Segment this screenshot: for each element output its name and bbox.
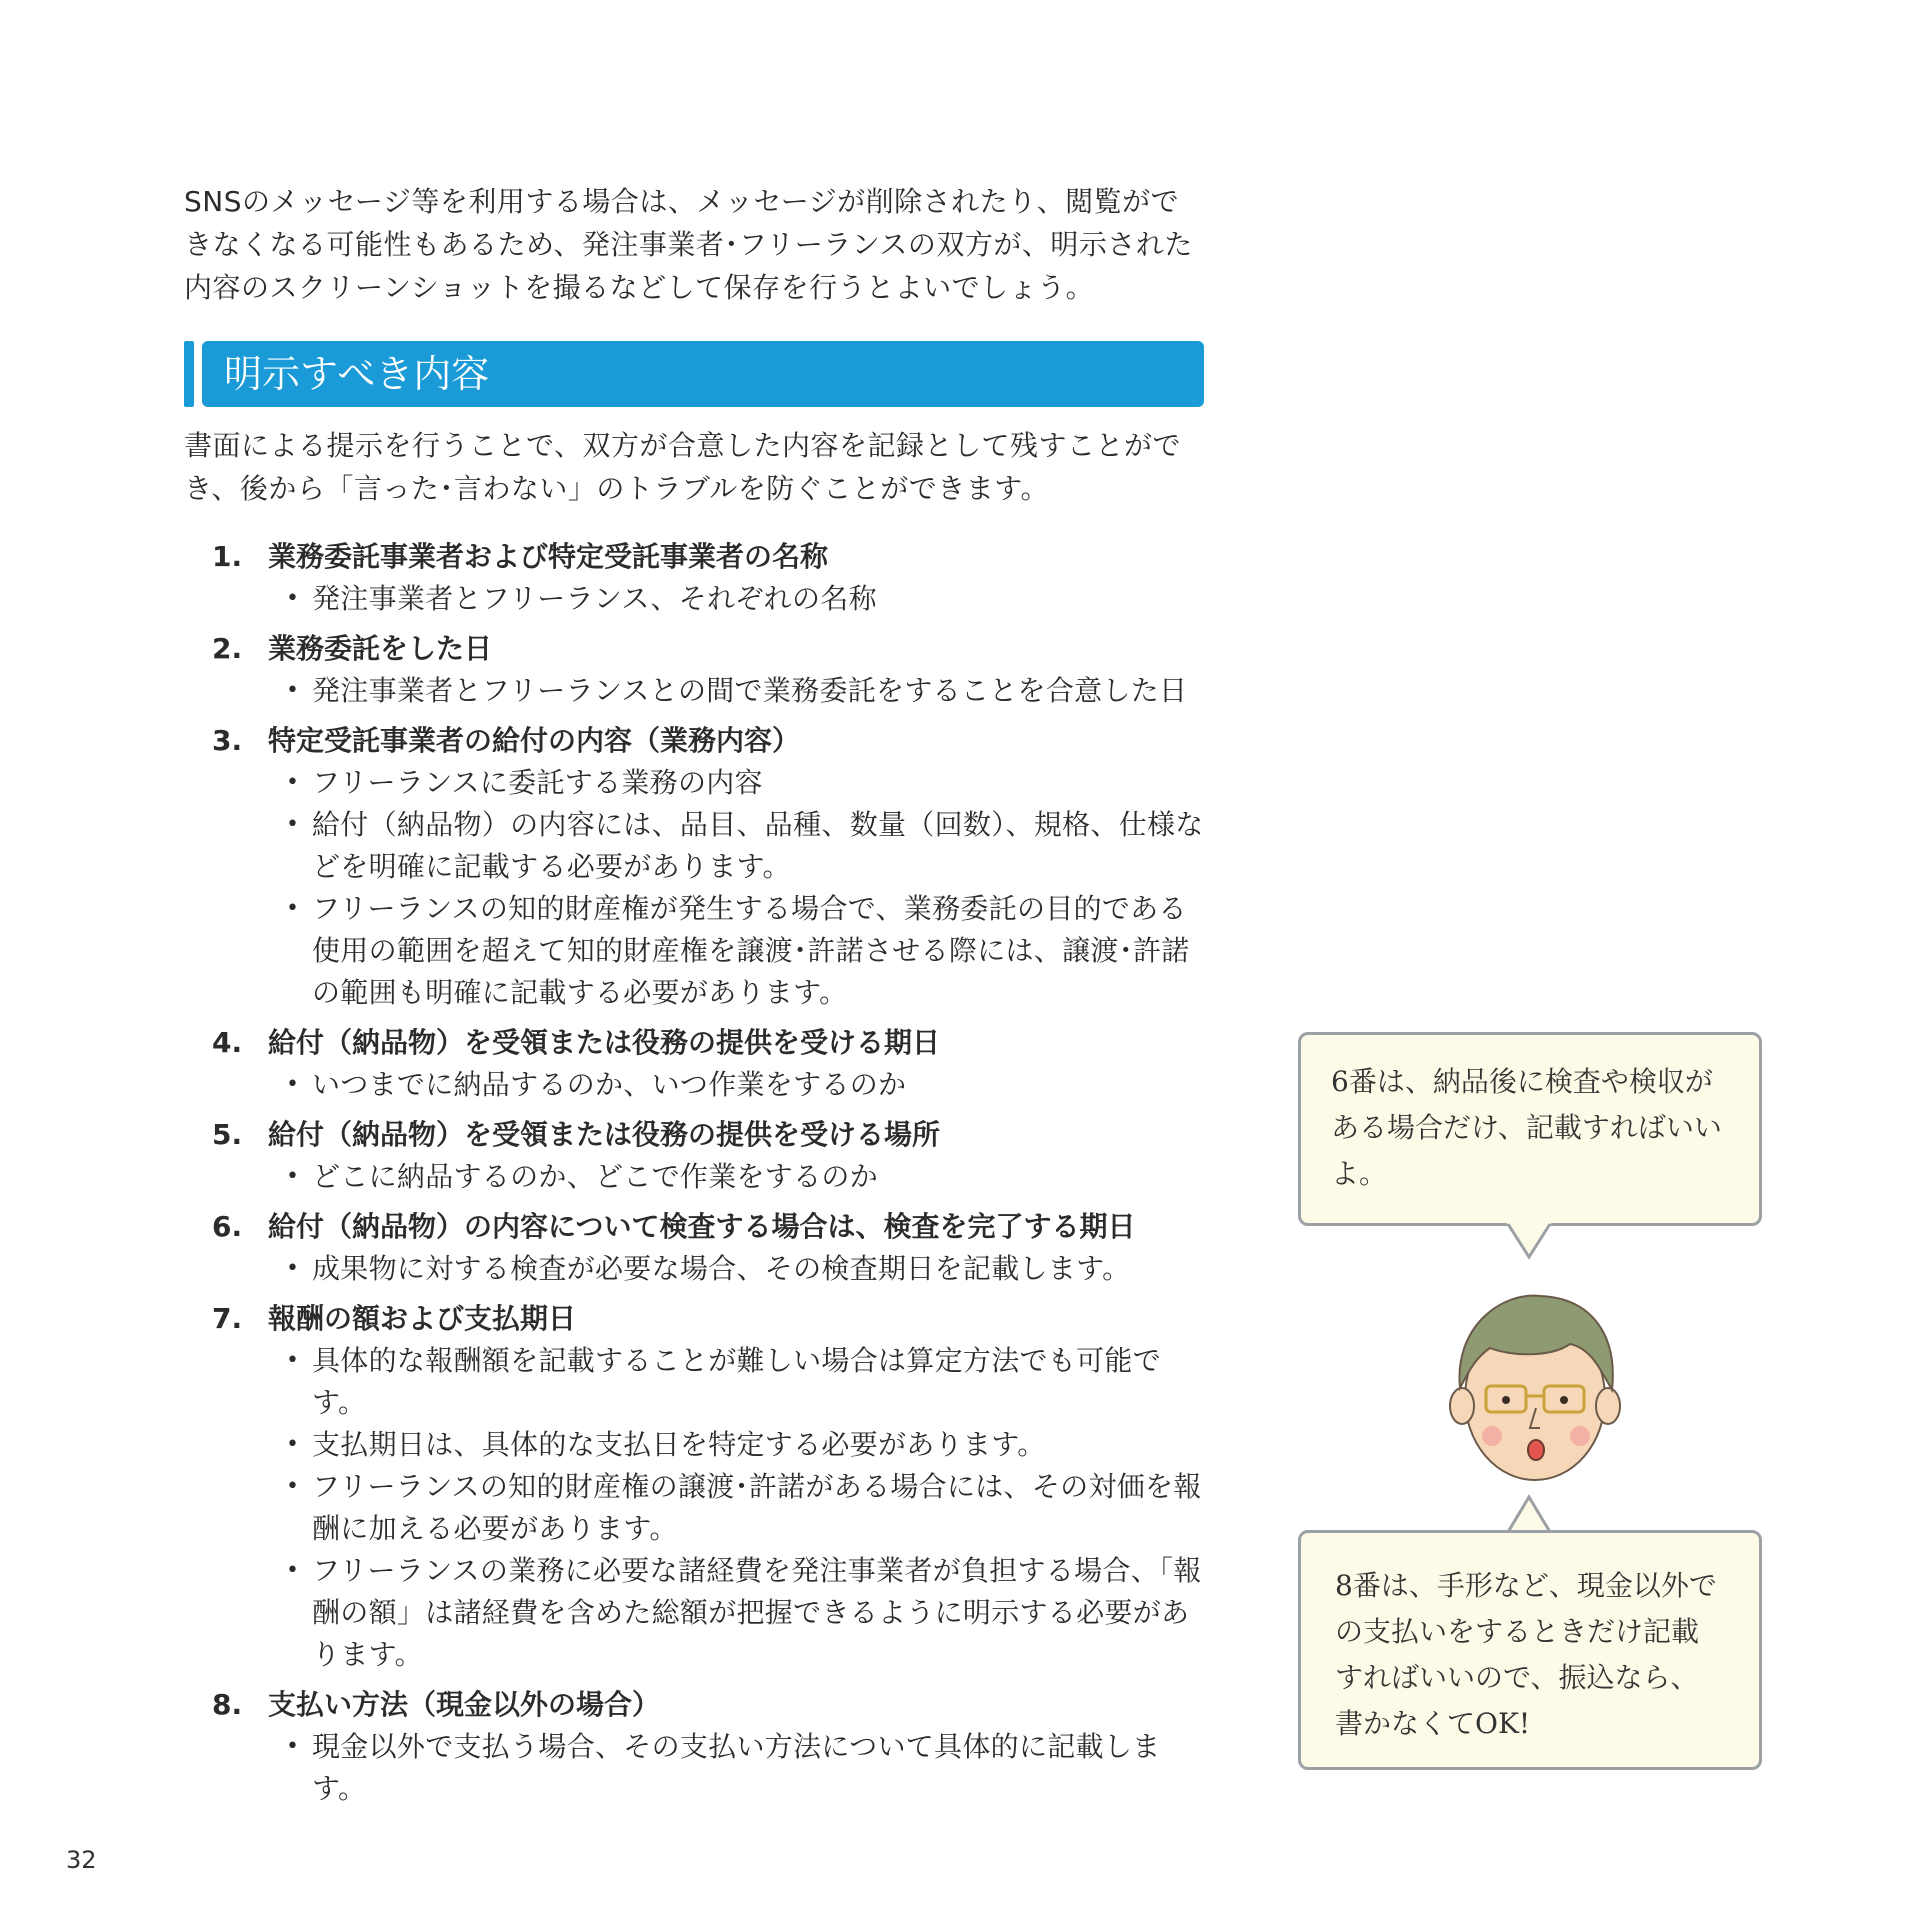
list-item-title: 給付（納品物）を受領または役務の提供を受ける期日 (268, 1026, 941, 1059)
speech-bubble-top-tail (1506, 1222, 1552, 1260)
list-item-heading (212, 1684, 1212, 1726)
bullet-dot-icon: • (286, 896, 300, 921)
bullet-text: フリーランスの知的財産権が発生する場合で、業務委託の目的である使用の範囲を超えて知的財産権を譲渡･許諾させる際には、譲渡･許諾の範囲も明確に記載する必要があります。 (312, 892, 1190, 1009)
requirements-list (212, 536, 1212, 1818)
list-item (212, 1684, 1212, 1810)
speech-bubble-top (1298, 1032, 1762, 1226)
bullet-text: どこに納品するのか、どこで作業をするのか (312, 1160, 879, 1193)
bullet-item (286, 1550, 1212, 1676)
list-item-title: 支払い方法（現金以外の場合） (268, 1688, 661, 1721)
bullet-dot-icon: • (286, 1256, 300, 1281)
bullet-dot-icon: • (286, 678, 300, 703)
bullet-item (286, 1340, 1212, 1424)
list-item-heading (212, 1022, 1212, 1064)
list-item (212, 1206, 1212, 1290)
list-item-number: 5. (212, 1118, 243, 1151)
list-item (212, 1114, 1212, 1198)
list-item-number: 8. (212, 1688, 243, 1721)
list-item-heading (212, 1298, 1212, 1340)
bullet-list (212, 1340, 1212, 1676)
list-item-title: 給付（納品物）の内容について検査する場合は、検査を完了する期日 (268, 1210, 1136, 1243)
bullet-dot-icon: • (286, 1164, 300, 1189)
list-item-heading (212, 1114, 1212, 1156)
bullet-item (286, 1248, 1212, 1290)
bullet-list (212, 1156, 1212, 1198)
bullet-item (286, 1064, 1212, 1106)
bullet-text: 給付（納品物）の内容には、品目、品種、数量（回数）、規格、仕様などを明確に記載する必要があります。 (312, 808, 1204, 883)
bullet-dot-icon: • (286, 1432, 300, 1457)
bullet-list (212, 578, 1212, 620)
speech-bubble-bottom-text: 8番は、手形など、現金以外での支払いをするときだけ記載すればいいので、振込なら、書かなくてOK! (1335, 1569, 1717, 1740)
list-item (212, 1022, 1212, 1106)
bullet-text: 現金以外で支払う場合、その支払い方法について具体的に記載します。 (312, 1730, 1161, 1805)
bullet-dot-icon: • (286, 1734, 300, 1759)
list-item-title: 報酬の額および支払期日 (268, 1302, 577, 1335)
section-accent-bar (184, 341, 194, 407)
list-item-heading (212, 720, 1212, 762)
bullet-dot-icon: • (286, 586, 300, 611)
bullet-list (212, 1726, 1212, 1810)
section-title: 明示すべき内容 (224, 352, 490, 396)
bullet-item (286, 804, 1212, 888)
bullet-item (286, 888, 1212, 1014)
list-item-title: 給付（納品物）を受領または役務の提供を受ける場所 (268, 1118, 941, 1151)
speech-bubble-top-text: 6番は、納品後に検査や検収がある場合だけ、記載すればいいよ。 (1331, 1065, 1722, 1190)
bullet-dot-icon: • (286, 1558, 300, 1583)
list-item-number: 6. (212, 1210, 243, 1243)
bullet-text: フリーランスの業務に必要な諸経費を発注事業者が負担する場合、「報酬の額」は諸経費を含めた総額が把握できるように明示する必要があります。 (312, 1554, 1202, 1671)
bullet-item (286, 1156, 1212, 1198)
list-item-number: 3. (212, 724, 243, 757)
bullet-text: 支払期日は、具体的な支払日を特定する必要があります。 (312, 1428, 1046, 1461)
section-header (184, 341, 1204, 407)
intro-paragraph: SNSのメッセージ等を利用する場合は、メッセージが削除されたり、閲覧ができなくなる可能性もあるため、発注事業者･フリーランスの双方が、明示された内容のスクリーンショットを撮るなどして保存を行うとよいでしょう。 (184, 185, 1193, 304)
bullet-item (286, 670, 1212, 712)
bullet-text: フリーランスの知的財産権の譲渡･許諾がある場合には、その対価を報酬に加える必要があります。 (312, 1470, 1202, 1545)
bullet-dot-icon: • (286, 1348, 300, 1373)
list-item (212, 720, 1212, 1014)
bullet-list (212, 1064, 1212, 1106)
bullet-item (286, 1466, 1212, 1550)
bullet-item (286, 762, 1212, 804)
list-item-number: 1. (212, 540, 243, 573)
bullet-dot-icon: • (286, 770, 300, 795)
speech-bubble-bottom (1298, 1530, 1762, 1770)
bullet-list (212, 670, 1212, 712)
speech-bubble-bottom-tail (1506, 1494, 1552, 1534)
bullet-text: フリーランスに委託する業務の内容 (312, 766, 763, 799)
list-item-heading (212, 1206, 1212, 1248)
bullet-text: 発注事業者とフリーランス、それぞれの名称 (312, 582, 877, 615)
bullet-item (286, 1424, 1212, 1466)
list-item (212, 628, 1212, 712)
list-item-title: 業務委託をした日 (268, 632, 493, 665)
list-item-heading (212, 628, 1212, 670)
bullet-text: 具体的な報酬額を記載することが難しい場合は算定方法でも可能です。 (312, 1344, 1162, 1419)
bullet-item (286, 1726, 1212, 1810)
list-item-title: 業務委託事業者および特定受託事業者の名称 (268, 540, 829, 573)
bullet-item (286, 578, 1212, 620)
bullet-list (212, 762, 1212, 1014)
bullet-text: いつまでに納品するのか、いつ作業をするのか (312, 1068, 907, 1101)
list-item-number: 7. (212, 1302, 243, 1335)
man-with-glasses-illustration (1440, 1278, 1630, 1498)
lead-paragraph: 書面による提示を行うことで、双方が合意した内容を記録として残すことができ、後から「言った･言わない」のトラブルを防ぐことができます。 (184, 429, 1181, 505)
list-item-title: 特定受託事業者の給付の内容（業務内容） (268, 724, 801, 757)
bullet-dot-icon: • (286, 812, 300, 837)
list-item-number: 4. (212, 1026, 243, 1059)
bullet-text: 発注事業者とフリーランスとの間で業務委託をすることを合意した日 (312, 674, 1188, 707)
bullet-dot-icon: • (286, 1072, 300, 1097)
list-item (212, 1298, 1212, 1676)
list-item-number: 2. (212, 632, 243, 665)
bullet-list (212, 1248, 1212, 1290)
page-number: 32 (66, 1846, 97, 1874)
bullet-dot-icon: • (286, 1474, 300, 1499)
bullet-text: 成果物に対する検査が必要な場合、その検査期日を記載します。 (312, 1252, 1131, 1285)
list-item (212, 536, 1212, 620)
list-item-heading (212, 536, 1212, 578)
